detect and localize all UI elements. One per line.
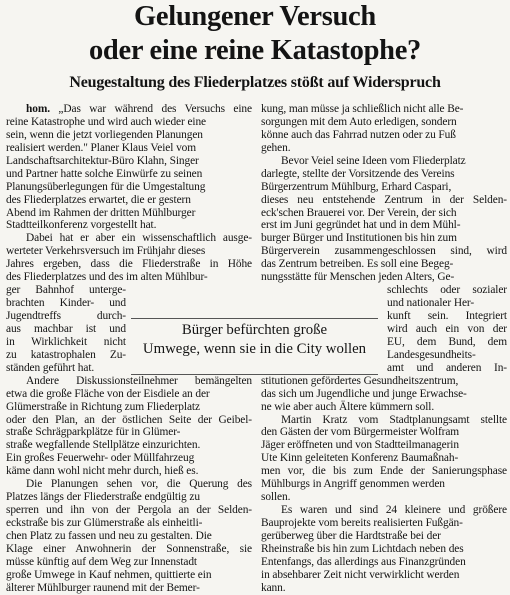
text-line: men vor, die bis zum Ende der Sanierungsphase — [261, 465, 507, 478]
text-line: Abend im Rahmen der dritten Mühlburger — [6, 206, 196, 219]
text-line: realisiert werden." Planer Klaus Veiel vom — [6, 141, 197, 154]
byline: hom. — [26, 103, 50, 115]
text-line: zu katastrophalen Zu- — [6, 348, 126, 361]
text-line: ger Bahnhof unterge- — [6, 284, 126, 297]
text-line: Landesgesundheits- — [387, 348, 476, 361]
headline-line-1: Gelungener Versuch — [134, 1, 376, 32]
text-line: wird auch ein von der — [387, 322, 507, 335]
pull-quote-bottom-rule — [131, 374, 378, 375]
text-line: Planungsüberlegungen für die Umgestaltung — [6, 180, 206, 193]
text-line: amt und anderen In- — [387, 361, 507, 374]
text-line: Es waren und sind 24 kleinere und größere — [281, 504, 507, 517]
text-line: ne wie aber auch Ältere kümmern soll. — [261, 400, 435, 413]
text-line: darlegte, stellte der Vorsitzende des Vereins — [261, 167, 455, 180]
text-line: das sich um Jugendliche und junge Erwachse- — [261, 387, 467, 400]
text-line: sollen. — [261, 491, 291, 504]
text-line: chen Platz zu fassen und neu zu gestalten. Die — [6, 529, 212, 542]
text-line: straße Schrägparkplätze für in Glümer- — [6, 426, 181, 439]
text-line: Die Planungen sehen vor, die Querung des — [26, 478, 252, 491]
text-line: den Gästen der vom Bürgermeister Wolfram — [261, 426, 460, 439]
pull-quote — [127, 321, 382, 371]
text-line: kunft sein. Integriert — [387, 310, 507, 322]
text-line: Bevor Veiel seine Ideen vom Fliederplatz — [281, 154, 466, 167]
headline-line-2: oder eine reine Katastophe? — [88, 35, 422, 66]
text-line: des Fliederplatzes und des im alten Mühlbur- — [6, 271, 208, 284]
text-line: in absehbarer Zeit nicht verwirklicht werden — [261, 568, 460, 581]
text-line: dieses neu entstehende Zentrum in der Selden- — [261, 193, 507, 206]
text-line: werteter Verkehrsversuch im Frühjahr dieses — [6, 245, 206, 258]
text-line: das Zentrum betreiben. Es soll eine Begeg- — [261, 258, 454, 271]
text-line: müsse künftig auf dem Weg zur Innenstadt — [6, 555, 197, 568]
text-line: straße wegfallende Stellplätze einzurichten. — [6, 439, 201, 452]
text-line: Ein großes Feuerwehr- oder Müllfahrzeug — [6, 452, 195, 465]
text-line: sperren und ihn von der Pergola an der Selden- — [6, 504, 252, 517]
text-line: käme dann wohl nicht mehr durch, hieß es. — [6, 465, 199, 478]
text-line: Bürgerverein zusammengeschlossen sind, wird — [261, 245, 507, 258]
text-line: könne auch das Fahrrad nutzen oder zu Fuß — [261, 128, 456, 141]
text-line: hom. „Das war während des Versuchs eine — [26, 103, 252, 115]
text-line: ständen geführt hat. — [6, 361, 95, 374]
text-line: Entenfangs, das allerdings aus Finanzgründen — [261, 555, 466, 568]
text-line: eck'schen Brauerei vor. Der Verein, der sich — [261, 206, 457, 219]
text-line: schlechts oder sozialer — [387, 284, 507, 297]
text-line: erst im Juni gegründet hat und in dem Mühl- — [261, 219, 461, 232]
pull-quote-line-1: Bürger befürchten große — [181, 322, 328, 338]
text-line: Stadtteilkonferenz vorgestellt hat. — [6, 219, 157, 232]
text-line: Jäger eröffneten und von Stadtteilmanagerin — [261, 439, 459, 452]
text-line: etwa die große Fläche von der Eisdiele an der — [6, 387, 210, 400]
text-line: Martin Kratz vom Stadtplanungsamt stellte — [281, 413, 507, 426]
text-line: des Fliederplatzes erwartet, die er gestern — [6, 193, 191, 206]
text-line: kann. — [261, 581, 286, 594]
text-line: Dabei hat er aber ein wissenschaftlich ausge- — [26, 232, 252, 245]
text-line: in Wirklichkeit nicht — [6, 335, 126, 348]
text-line: Andere Diskussionsteilnehmer bemängelten — [26, 374, 252, 387]
text-line: Rheinstraße bis hin zum Lichtdach neben des — [261, 542, 464, 555]
text-line: Klage einer Anwohnerin der Sonnenstraße, sie — [6, 542, 252, 555]
text-line: oder den Plan, an der östlichen Seite der Geibel- — [6, 413, 252, 426]
text-line: Landschaftsarchitektur-Büro Klahn, Singer — [6, 154, 199, 167]
text-line: und Partner hatte solche Einwürfe zu seinen — [6, 167, 203, 180]
text-line: und nationaler Her- — [387, 297, 475, 310]
text-line: Bauprojekte vom bereits realisierten Fußgän- — [261, 517, 463, 529]
text-line: kung, man müsse ja schließlich nicht alle Be- — [261, 103, 464, 115]
text-line: gehen. — [261, 141, 291, 154]
text-line: Jugendtreffs durch- — [6, 310, 126, 322]
text-line: Bürgerzentrum Mühlburg, Erhard Caspari, — [261, 180, 452, 193]
article-subheadline: Neugestaltung des Fliederplatzes stößt auf Widerspruch — [69, 74, 441, 91]
text-line: eckstraße bis zur Glümerstraße als einheitli- — [6, 517, 203, 529]
pull-quote-line-2: Umwege, wenn sie in die City wollen — [142, 341, 367, 357]
text-line: stitutionen gefördertes Gesundheitszentrum, — [261, 374, 459, 387]
text-line: burger Bürger und Institutionen bis hin zum — [261, 232, 457, 245]
text-line: reine Katastrophe und wird auch wieder eine — [6, 115, 207, 128]
pull-quote-top-rule — [131, 318, 378, 319]
text-line: aus machbar ist und — [6, 322, 126, 335]
text-line: brachten Kinder- und — [6, 297, 126, 310]
text-line: Mühlburgs in Angriff genommen werden — [261, 478, 445, 491]
text-line: nungsstätte für Menschen jeden Alters, Ge- — [261, 271, 455, 284]
text-line: gerüberweg über die Hardtstraße bei der — [261, 529, 441, 542]
text-line: älterer Mühlburger raunend mit der Bemer- — [6, 581, 200, 594]
text-line: Glümerstraße in Richtung zum Fliederplatz — [6, 400, 200, 413]
text-line: Platzes längs der Fliederstraße endgültig zu — [6, 491, 200, 504]
article-headline — [0, 0, 510, 68]
text-line: große Umwege in Kauf nehmen, quittierte ein — [6, 568, 212, 581]
text-line: EU, dem Bund, dem — [387, 335, 507, 348]
text-line: sorgungen mit dem Auto erledigen, sondern — [261, 115, 457, 128]
text-line: Jahres ergeben, dass die Fliederstraße in Höhe — [6, 258, 252, 271]
text-line: Ute Kinn geleiteten Konferenz Baumaßnah- — [261, 452, 459, 465]
text-line: sein, wenn die jetzt vorliegenden Planungen — [6, 128, 203, 141]
